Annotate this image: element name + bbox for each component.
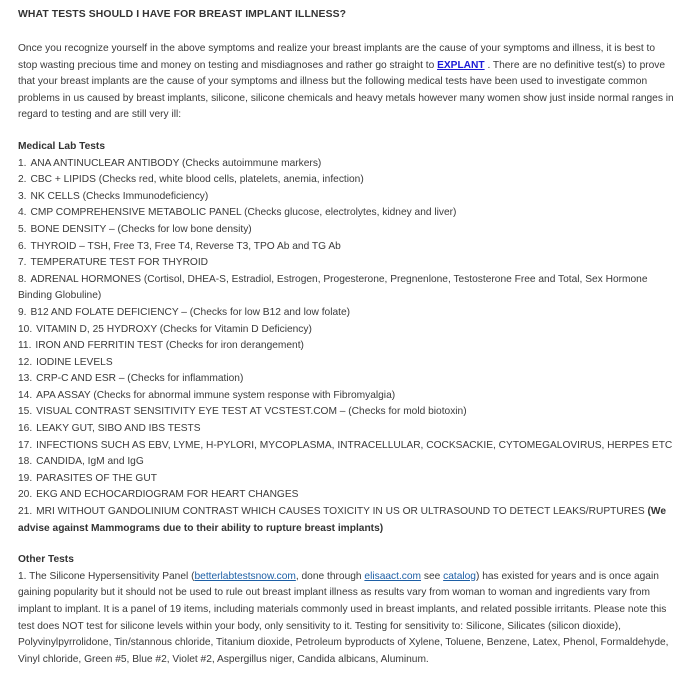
list-item-number: 2. bbox=[18, 174, 27, 186]
other-text-2: , done through bbox=[295, 570, 365, 582]
list-item-text: LEAKY GUT, SIBO AND IBS TESTS bbox=[36, 423, 201, 435]
list-item bbox=[18, 504, 675, 537]
list-item-text: CMP COMPREHENSIVE METABOLIC PANEL (Checks glucose, electrolytes, kidney and liver) bbox=[30, 207, 457, 219]
medical-test-list bbox=[18, 156, 675, 538]
list-item bbox=[18, 189, 675, 206]
list-item-text: MRI WITHOUT GANDOLINIUM CONTRAST WHICH CAUSES TOXICITY IN US OR ULTRASOUND TO DETECT LEAKS/RUPTURES bbox=[36, 506, 648, 518]
list-item bbox=[18, 322, 675, 339]
section-heading: WHAT TESTS SHOULD I HAVE FOR BREAST IMPLANT ILLNESS? bbox=[18, 9, 347, 20]
list-item-number: 17. bbox=[18, 439, 33, 451]
list-item-text: NK CELLS (Checks Immunodeficiency) bbox=[30, 190, 209, 202]
betterlabtestsnow-link[interactable]: betterlabtestsnow.com bbox=[194, 570, 296, 582]
other-text-1: The Silicone Hypersensitivity Panel ( bbox=[26, 570, 195, 582]
explant-link[interactable]: EXPLANT bbox=[437, 59, 485, 71]
list-item-number: 3. bbox=[18, 190, 27, 202]
list-item bbox=[18, 255, 675, 272]
list-item-text: INFECTIONS SUCH AS EBV, LYME, H-PYLORI, MYCOPLASMA, INTRACELLULAR, COCKSACKIE, CYTOMEGALOVIRUS, HERPES ETC bbox=[36, 439, 673, 451]
list-item-text: EKG AND ECHOCARDIOGRAM FOR HEART CHANGES bbox=[36, 489, 299, 501]
list-item-number: 13. bbox=[18, 373, 33, 385]
list-item-number: 19. bbox=[18, 472, 33, 484]
list-item-number: 4. bbox=[18, 207, 27, 219]
list-item-number: 1. bbox=[18, 157, 27, 169]
list-item-number: 12. bbox=[18, 356, 33, 368]
list-item-number: 10. bbox=[18, 323, 33, 335]
list-item-text: CANDIDA, IgM and IgG bbox=[36, 456, 144, 468]
list-item-number: 11. bbox=[18, 340, 32, 352]
list-item bbox=[18, 421, 675, 438]
list-item-text: ANA ANTINUCLEAR ANTIBODY (Checks autoimmune markers) bbox=[30, 157, 322, 169]
list-item bbox=[18, 487, 675, 504]
other-text-4: ) has existed for years and is once again gaining popularity but it should not be used to rule out breast implant illness as results vary from woman to woman and ingredients vary from implant to implant. It is a panel of 19 items, including materials commonly used in breast implants, and related possible irritants. Please note this test does NOT test for silicone levels within your body, only sensitivity to it. Testing for sensitivity to: Silicone, Silicates (silicon dioxide), Polyvinylpyrrolidone, Tin/stannous chloride, Titanium dioxide, Petroleum byproducts of Xylene, Toluene, Benzene, Latex, Phenol, Formaldehyde, Vinyl chloride, Green #5, Blue #2, Violet #2, Aspergillus niger, Candida albicans, Aluminum. bbox=[18, 570, 669, 665]
list-item-number: 14. bbox=[18, 389, 33, 401]
list-item-text: APA ASSAY (Checks for abnormal immune system response with Fibromyalgia) bbox=[36, 389, 396, 401]
list-item-number: 7. bbox=[18, 257, 27, 269]
list-item bbox=[18, 404, 675, 421]
list-item-text: VITAMIN D, 25 HYDROXY (Checks for Vitamin D Deficiency) bbox=[36, 323, 312, 335]
list-item-number: 15. bbox=[18, 406, 33, 418]
other-test-item bbox=[18, 569, 675, 669]
list-item bbox=[18, 438, 675, 455]
catalog-link[interactable]: catalog bbox=[443, 570, 476, 582]
list-item-text: IODINE LEVELS bbox=[36, 356, 113, 368]
intro-text-start: Once you recognize yourself in the above symptoms and realize your breast implants are the cause of your symptoms and illness, it is best to stop wasting precious time and money on testing and misdiagnoses and rather go straight to bbox=[18, 43, 656, 71]
list-item-number: 9. bbox=[18, 306, 27, 318]
list-item-number: 18. bbox=[18, 456, 33, 468]
list-item bbox=[18, 272, 675, 305]
intro-paragraph bbox=[18, 41, 675, 124]
list-item-number: 1. bbox=[18, 570, 27, 582]
list-item bbox=[18, 205, 675, 222]
elisaact-link[interactable]: elisaact.com bbox=[364, 570, 422, 582]
list-item-number: 8. bbox=[18, 273, 27, 285]
list-item bbox=[18, 156, 675, 173]
list-item-text: CRP-C AND ESR – (Checks for inflammation) bbox=[36, 373, 244, 385]
list-item-text: CBC + LIPIDS (Checks red, white blood cells, platelets, anemia, infection) bbox=[30, 174, 364, 186]
list-item-number: 16. bbox=[18, 423, 33, 435]
list-item bbox=[18, 338, 675, 355]
list-item bbox=[18, 305, 675, 322]
list-item bbox=[18, 454, 675, 471]
list-item-number: 5. bbox=[18, 223, 27, 235]
list-item bbox=[18, 172, 675, 189]
list-item bbox=[18, 388, 675, 405]
mammogram-warning: (We advise against Mammograms due to their ability to rupture breast implants) bbox=[18, 506, 666, 534]
list-item-text: B12 AND FOLATE DEFICIENCY – (Checks for low B12 and low folate) bbox=[30, 306, 351, 318]
list-item bbox=[18, 355, 675, 372]
list-item bbox=[18, 371, 675, 388]
list-item-text: ADRENAL HORMONES (Cortisol, DHEA-S, Estradiol, Estrogen, Progesterone, Pregnenlone, Testosterone Free and Total, Sex Hormone Binding Globuline) bbox=[18, 273, 648, 302]
list-item-number: 21. bbox=[18, 506, 33, 518]
list-item-text: THYROID – TSH, Free T3, Free T4, Reverse T3, TPO Ab and TG Ab bbox=[30, 240, 341, 252]
other-tests-heading: Other Tests bbox=[18, 554, 74, 566]
list-item-number: 6. bbox=[18, 240, 27, 252]
list-item-number: 20. bbox=[18, 489, 33, 501]
list-item-text: BONE DENSITY – (Checks for low bone density) bbox=[30, 223, 252, 235]
other-text-3: see bbox=[421, 570, 444, 582]
list-item bbox=[18, 222, 675, 239]
list-item bbox=[18, 239, 675, 256]
list-item-text: PARASITES OF THE GUT bbox=[36, 472, 157, 484]
list-item-text: IRON AND FERRITIN TEST (Checks for iron derangement) bbox=[35, 340, 304, 352]
list-item-text: VISUAL CONTRAST SENSITIVITY EYE TEST AT VCSTEST.COM – (Checks for mold biotoxin) bbox=[36, 406, 467, 418]
list-item-text: TEMPERATURE TEST FOR THYROID bbox=[30, 257, 209, 269]
list-item bbox=[18, 471, 675, 488]
intro-text-end: . There are no definitive test(s) to prove that your breast implants are the cause of your symptoms and illness but the following medical tests have been used to investigate common problems in us caused by breast implants, silicone, silicone chemicals and heavy metals however many women show just inside normal ranges in regard to testing and are still very ill: bbox=[18, 59, 674, 121]
medical-lab-tests-heading: Medical Lab Tests bbox=[18, 140, 105, 152]
